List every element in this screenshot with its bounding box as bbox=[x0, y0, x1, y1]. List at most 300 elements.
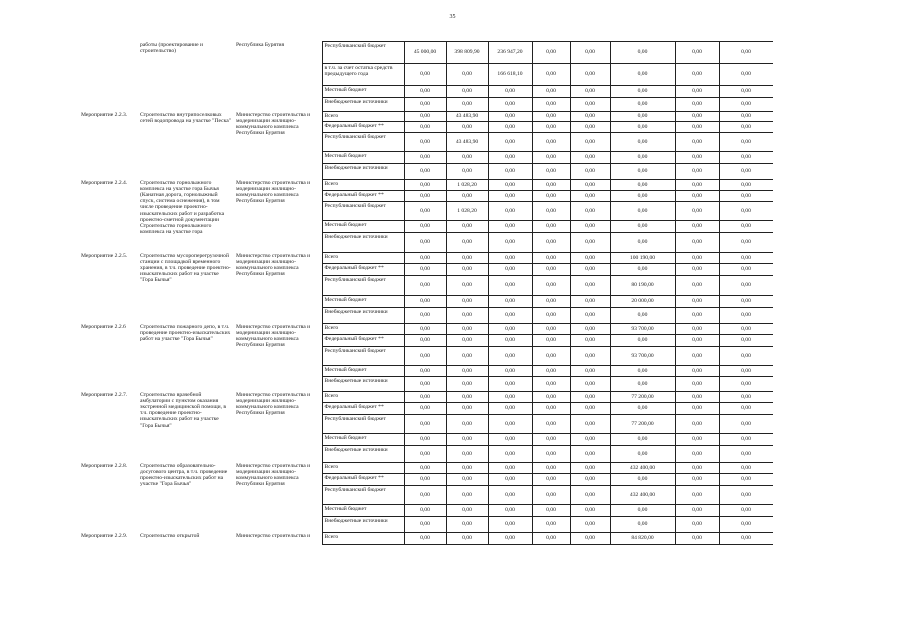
amount-cell: 0,00 bbox=[719, 324, 773, 335]
amount-cell: 0,00 bbox=[446, 463, 488, 474]
amount-cell: 0,00 bbox=[719, 122, 773, 133]
amount-cell: 0,00 bbox=[446, 191, 488, 202]
amount-cell: 0,00 bbox=[719, 180, 773, 191]
amount-cell: 0,00 bbox=[404, 347, 446, 366]
amount-cell: 0,00 bbox=[532, 191, 570, 202]
amount-cell: 0,00 bbox=[570, 463, 610, 474]
amount-cell: 0,00 bbox=[675, 517, 719, 533]
amount-cell: 77 200,00 bbox=[610, 392, 675, 403]
amount-cell: 0,00 bbox=[488, 202, 532, 221]
amount-cell: 0,00 bbox=[488, 264, 532, 276]
page-number: 35 bbox=[449, 14, 456, 20]
amount-cell: 0,00 bbox=[570, 221, 610, 233]
amount-cell: 0,00 bbox=[404, 86, 446, 98]
amount-cell: 0,00 bbox=[570, 112, 610, 122]
table-row bbox=[79, 112, 773, 122]
event-cell bbox=[79, 180, 138, 253]
amount-cell: 0,00 bbox=[675, 180, 719, 191]
amount-cell: 0,00 bbox=[675, 64, 719, 86]
amount-cell: 0,00 bbox=[446, 366, 488, 377]
event-number: Мероприятие 2.2.7. bbox=[81, 391, 128, 398]
amount-cell: 0,00 bbox=[719, 296, 773, 308]
table-row bbox=[79, 180, 773, 191]
event-name: работы (проектирование и строительство) bbox=[140, 41, 204, 54]
amount-cell: 0,00 bbox=[488, 133, 532, 152]
amount-cell: 0,00 bbox=[532, 308, 570, 324]
amount-cell: 0,00 bbox=[488, 377, 532, 392]
amount-cell: 0,00 bbox=[570, 64, 610, 86]
funding-source: Всего bbox=[322, 392, 404, 403]
executor: Министерство строительства и модернизации жилищно-коммунального комплекса Республики Бурятия bbox=[236, 462, 311, 488]
amount-cell: 0,00 bbox=[532, 152, 570, 164]
amount-cell: 0,00 bbox=[675, 264, 719, 276]
amount-cell: 0,00 bbox=[446, 221, 488, 233]
amount-cell: 0,00 bbox=[532, 233, 570, 253]
amount-cell: 0,00 bbox=[570, 202, 610, 221]
amount-cell: 0,00 bbox=[488, 505, 532, 517]
amount-cell: 0,00 bbox=[404, 133, 446, 152]
amount-cell: 0,00 bbox=[488, 98, 532, 112]
amount-cell: 0,00 bbox=[675, 474, 719, 486]
event-cell bbox=[79, 324, 138, 392]
amount-cell: 0,00 bbox=[532, 180, 570, 191]
amount-cell: 0,00 bbox=[570, 152, 610, 164]
amount-cell: 0,00 bbox=[532, 264, 570, 276]
amount-cell: 0,00 bbox=[532, 253, 570, 264]
amount-cell: 0,00 bbox=[446, 403, 488, 415]
funding-source: Всего bbox=[322, 180, 404, 191]
amount-cell: 0,00 bbox=[719, 253, 773, 264]
amount-cell: 0,00 bbox=[488, 191, 532, 202]
amount-cell: 0,00 bbox=[404, 98, 446, 112]
exec-cell bbox=[234, 253, 322, 324]
funding-source: Всего bbox=[322, 253, 404, 264]
amount-cell: 0,00 bbox=[610, 308, 675, 324]
amount-cell: 0,00 bbox=[446, 122, 488, 133]
amount-cell: 0,00 bbox=[675, 122, 719, 133]
amount-cell: 0,00 bbox=[404, 335, 446, 347]
amount-cell: 0,00 bbox=[532, 64, 570, 86]
amount-cell: 0,00 bbox=[532, 533, 570, 545]
amount-cell: 0,00 bbox=[675, 415, 719, 434]
funding-source: Республиканский бюджет bbox=[322, 133, 404, 152]
amount-cell: 0,00 bbox=[488, 415, 532, 434]
amount-cell: 100 190,00 bbox=[610, 253, 675, 264]
amount-cell: 0,00 bbox=[488, 122, 532, 133]
funding-source: Республиканский бюджет bbox=[322, 347, 404, 366]
funding-source: Федеральный бюджет ** bbox=[322, 403, 404, 415]
amount-cell: 0,00 bbox=[404, 253, 446, 264]
amount-cell: 0,00 bbox=[532, 42, 570, 64]
amount-cell: 0,00 bbox=[675, 308, 719, 324]
amount-cell: 0,00 bbox=[532, 486, 570, 505]
amount-cell: 0,00 bbox=[488, 517, 532, 533]
event-cell bbox=[79, 42, 138, 112]
amount-cell: 0,00 bbox=[446, 533, 488, 545]
amount-cell: 0,00 bbox=[570, 486, 610, 505]
amount-cell: 0,00 bbox=[719, 164, 773, 180]
amount-cell: 0,00 bbox=[675, 366, 719, 377]
amount-cell: 0,00 bbox=[719, 221, 773, 233]
amount-cell: 398 809,90 bbox=[446, 42, 488, 64]
exec-cell bbox=[234, 463, 322, 533]
amount-cell: 0,00 bbox=[446, 434, 488, 446]
name-cell bbox=[138, 180, 234, 253]
event-name: Строительство мусороперегрузочной станции с площадкой временного хранения, в т.ч. проведение проектно-изыскательских работ на участке "Гора Бычья" bbox=[140, 252, 231, 284]
amount-cell: 0,00 bbox=[570, 403, 610, 415]
amount-cell: 0,00 bbox=[404, 276, 446, 296]
amount-cell: 0,00 bbox=[719, 446, 773, 463]
table-row bbox=[79, 324, 773, 335]
amount-cell: 0,00 bbox=[570, 415, 610, 434]
amount-cell: 0,00 bbox=[404, 64, 446, 86]
amount-cell: 0,00 bbox=[719, 505, 773, 517]
amount-cell: 0,00 bbox=[570, 133, 610, 152]
amount-cell: 43 483,90 bbox=[446, 133, 488, 152]
amount-cell: 0,00 bbox=[532, 434, 570, 446]
amount-cell: 0,00 bbox=[610, 366, 675, 377]
amount-cell: 0,00 bbox=[570, 86, 610, 98]
amount-cell: 0,00 bbox=[488, 533, 532, 545]
amount-cell: 0,00 bbox=[675, 446, 719, 463]
amount-cell: 0,00 bbox=[532, 296, 570, 308]
amount-cell: 0,00 bbox=[488, 324, 532, 335]
funding-source: Внебюджетные источники bbox=[322, 98, 404, 112]
amount-cell: 0,00 bbox=[719, 202, 773, 221]
amount-cell: 0,00 bbox=[488, 221, 532, 233]
amount-cell: 0,00 bbox=[570, 296, 610, 308]
amount-cell: 0,00 bbox=[675, 296, 719, 308]
event-name: Строительство открытой bbox=[140, 532, 200, 539]
executor: Министерство строительства и модернизации жилищно-коммунального комплекса Республики Бурятия bbox=[236, 179, 311, 205]
amount-cell: 0,00 bbox=[675, 377, 719, 392]
amount-cell: 0,00 bbox=[404, 366, 446, 377]
funding-source: Республиканский бюджет bbox=[322, 276, 404, 296]
amount-cell: 0,00 bbox=[488, 233, 532, 253]
funding-source: Всего bbox=[322, 533, 404, 545]
amount-cell: 0,00 bbox=[610, 335, 675, 347]
amount-cell: 0,00 bbox=[404, 486, 446, 505]
amount-cell: 0,00 bbox=[532, 347, 570, 366]
amount-cell: 93 700,00 bbox=[610, 347, 675, 366]
event-name: Строительство пожарного депо, в т.ч. проведение проектно-изыскательских работ на участке "Гора Бычья" bbox=[140, 323, 231, 342]
amount-cell: 0,00 bbox=[532, 505, 570, 517]
amount-cell: 0,00 bbox=[446, 98, 488, 112]
funding-source: Местный бюджет bbox=[322, 366, 404, 377]
event-number: Мероприятие 2.2.9. bbox=[81, 532, 128, 539]
amount-cell: 0,00 bbox=[570, 42, 610, 64]
amount-cell: 0,00 bbox=[610, 434, 675, 446]
amount-cell: 0,00 bbox=[532, 276, 570, 296]
amount-cell: 0,00 bbox=[675, 42, 719, 64]
amount-cell: 0,00 bbox=[532, 446, 570, 463]
amount-cell: 0,00 bbox=[719, 366, 773, 377]
funding-source: Местный бюджет bbox=[322, 152, 404, 164]
amount-cell: 0,00 bbox=[570, 253, 610, 264]
event-name: Строительство внутрипоселковых сетей водопровода на участке "Песка" bbox=[140, 111, 231, 124]
amount-cell: 0,00 bbox=[675, 164, 719, 180]
amount-cell: 0,00 bbox=[488, 86, 532, 98]
amount-cell: 0,00 bbox=[532, 202, 570, 221]
amount-cell: 0,00 bbox=[488, 152, 532, 164]
amount-cell: 0,00 bbox=[488, 392, 532, 403]
event-number: Мероприятие 2.2.6 bbox=[81, 323, 126, 330]
amount-cell: 0,00 bbox=[719, 347, 773, 366]
funding-source: Республиканский бюджет bbox=[322, 486, 404, 505]
amount-cell: 0,00 bbox=[532, 463, 570, 474]
amount-cell: 0,00 bbox=[446, 308, 488, 324]
amount-cell: 0,00 bbox=[446, 486, 488, 505]
amount-cell: 0,00 bbox=[675, 98, 719, 112]
amount-cell: 0,00 bbox=[446, 335, 488, 347]
amount-cell: 0,00 bbox=[404, 112, 446, 122]
amount-cell: 0,00 bbox=[488, 474, 532, 486]
amount-cell: 0,00 bbox=[446, 296, 488, 308]
event-cell bbox=[79, 253, 138, 324]
exec-cell bbox=[234, 533, 322, 545]
amount-cell: 0,00 bbox=[532, 403, 570, 415]
amount-cell: 0,00 bbox=[446, 377, 488, 392]
amount-cell: 43 483,90 bbox=[446, 112, 488, 122]
funding-source: Федеральный бюджет ** bbox=[322, 191, 404, 202]
funding-source: Федеральный бюджет ** bbox=[322, 122, 404, 133]
amount-cell: 0,00 bbox=[570, 98, 610, 112]
amount-cell: 0,00 bbox=[610, 221, 675, 233]
executor: Министерство строительства и bbox=[236, 532, 311, 539]
budget-table-sheet bbox=[79, 41, 773, 565]
amount-cell: 0,00 bbox=[719, 377, 773, 392]
amount-cell: 0,00 bbox=[570, 233, 610, 253]
amount-cell: 0,00 bbox=[610, 180, 675, 191]
amount-cell: 0,00 bbox=[488, 112, 532, 122]
amount-cell: 0,00 bbox=[446, 164, 488, 180]
executor: Министерство строительства и модернизации жилищно-коммунального комплекса Республики Бурятия bbox=[236, 111, 311, 137]
amount-cell: 0,00 bbox=[488, 253, 532, 264]
amount-cell: 0,00 bbox=[404, 403, 446, 415]
amount-cell: 0,00 bbox=[610, 98, 675, 112]
amount-cell: 0,00 bbox=[719, 415, 773, 434]
amount-cell: 0,00 bbox=[404, 324, 446, 335]
amount-cell: 0,00 bbox=[532, 392, 570, 403]
amount-cell: 0,00 bbox=[719, 152, 773, 164]
amount-cell: 0,00 bbox=[570, 474, 610, 486]
amount-cell: 0,00 bbox=[719, 533, 773, 545]
amount-cell: 0,00 bbox=[675, 221, 719, 233]
amount-cell: 0,00 bbox=[719, 392, 773, 403]
amount-cell: 0,00 bbox=[532, 517, 570, 533]
amount-cell: 432 400,00 bbox=[610, 463, 675, 474]
amount-cell: 0,00 bbox=[446, 392, 488, 403]
amount-cell: 0,00 bbox=[719, 42, 773, 64]
amount-cell: 0,00 bbox=[719, 264, 773, 276]
amount-cell: 0,00 bbox=[719, 98, 773, 112]
amount-cell: 0,00 bbox=[570, 324, 610, 335]
amount-cell: 0,00 bbox=[570, 505, 610, 517]
amount-cell: 0,00 bbox=[446, 446, 488, 463]
amount-cell: 0,00 bbox=[610, 517, 675, 533]
funding-source: Внебюджетные источники bbox=[322, 446, 404, 463]
amount-cell: 0,00 bbox=[570, 377, 610, 392]
amount-cell: 0,00 bbox=[570, 180, 610, 191]
table-row bbox=[79, 392, 773, 403]
amount-cell: 0,00 bbox=[488, 164, 532, 180]
amount-cell: 0,00 bbox=[610, 446, 675, 463]
exec-cell bbox=[234, 42, 322, 112]
table-row bbox=[79, 42, 773, 64]
amount-cell: 0,00 bbox=[675, 486, 719, 505]
amount-cell: 0,00 bbox=[610, 264, 675, 276]
name-cell bbox=[138, 112, 234, 180]
amount-cell: 0,00 bbox=[404, 505, 446, 517]
name-cell bbox=[138, 392, 234, 463]
amount-cell: 0,00 bbox=[675, 86, 719, 98]
amount-cell: 0,00 bbox=[488, 180, 532, 191]
amount-cell: 0,00 bbox=[404, 446, 446, 463]
amount-cell: 0,00 bbox=[719, 64, 773, 86]
amount-cell: 0,00 bbox=[532, 366, 570, 377]
amount-cell: 0,00 bbox=[488, 434, 532, 446]
amount-cell: 84 820,00 bbox=[610, 533, 675, 545]
amount-cell: 0,00 bbox=[446, 276, 488, 296]
funding-source: Республиканский бюджет bbox=[322, 415, 404, 434]
funding-source: Внебюджетные источники bbox=[322, 517, 404, 533]
name-cell bbox=[138, 324, 234, 392]
amount-cell: 0,00 bbox=[570, 347, 610, 366]
amount-cell: 45 000,00 bbox=[404, 42, 446, 64]
amount-cell: 0,00 bbox=[675, 392, 719, 403]
amount-cell: 0,00 bbox=[404, 191, 446, 202]
funding-source: Внебюджетные источники bbox=[322, 308, 404, 324]
funding-source: Всего bbox=[322, 112, 404, 122]
executor: Министерство строительства и модернизации жилищно-коммунального комплекса Республики Бурятия bbox=[236, 252, 311, 278]
amount-cell: 0,00 bbox=[488, 308, 532, 324]
table-row bbox=[79, 253, 773, 264]
amount-cell: 0,00 bbox=[675, 276, 719, 296]
amount-cell: 0,00 bbox=[404, 434, 446, 446]
amount-cell: 0,00 bbox=[570, 366, 610, 377]
amount-cell: 432 400,00 bbox=[610, 486, 675, 505]
amount-cell: 0,00 bbox=[610, 505, 675, 517]
amount-cell: 0,00 bbox=[610, 164, 675, 180]
amount-cell: 0,00 bbox=[488, 446, 532, 463]
amount-cell: 0,00 bbox=[675, 533, 719, 545]
amount-cell: 0,00 bbox=[404, 152, 446, 164]
amount-cell: 0,00 bbox=[446, 474, 488, 486]
amount-cell: 0,00 bbox=[404, 122, 446, 133]
amount-cell: 0,00 bbox=[404, 180, 446, 191]
amount-cell: 1 028,20 bbox=[446, 180, 488, 191]
amount-cell: 0,00 bbox=[446, 347, 488, 366]
amount-cell: 0,00 bbox=[570, 191, 610, 202]
executor: Республика Бурятия bbox=[236, 41, 285, 48]
funding-source: Местный бюджет bbox=[322, 86, 404, 98]
amount-cell: 0,00 bbox=[610, 403, 675, 415]
funding-source: Республиканский бюджет bbox=[322, 202, 404, 221]
amount-cell: 0,00 bbox=[675, 505, 719, 517]
amount-cell: 0,00 bbox=[532, 164, 570, 180]
funding-source: в т.ч. за счет остатка средств предыдущего года bbox=[322, 64, 404, 86]
amount-cell: 0,00 bbox=[488, 296, 532, 308]
amount-cell: 0,00 bbox=[719, 486, 773, 505]
amount-cell: 0,00 bbox=[404, 296, 446, 308]
amount-cell: 0,00 bbox=[719, 86, 773, 98]
amount-cell: 0,00 bbox=[404, 517, 446, 533]
amount-cell: 0,00 bbox=[570, 517, 610, 533]
table-row bbox=[79, 463, 773, 474]
funding-source: Республиканский бюджет bbox=[322, 42, 404, 64]
amount-cell: 0,00 bbox=[404, 392, 446, 403]
amount-cell: 0,00 bbox=[675, 403, 719, 415]
amount-cell: 0,00 bbox=[675, 463, 719, 474]
amount-cell: 0,00 bbox=[675, 335, 719, 347]
amount-cell: 0,00 bbox=[610, 233, 675, 253]
amount-cell: 0,00 bbox=[446, 253, 488, 264]
amount-cell: 0,00 bbox=[488, 403, 532, 415]
amount-cell: 236 947,20 bbox=[488, 42, 532, 64]
event-cell bbox=[79, 533, 138, 545]
amount-cell: 0,00 bbox=[570, 264, 610, 276]
funding-source: Местный бюджет bbox=[322, 434, 404, 446]
event-cell bbox=[79, 463, 138, 533]
amount-cell: 0,00 bbox=[532, 112, 570, 122]
amount-cell: 0,00 bbox=[404, 308, 446, 324]
amount-cell: 0,00 bbox=[404, 233, 446, 253]
event-number: Мероприятие 2.2.5. bbox=[81, 252, 128, 259]
amount-cell: 0,00 bbox=[446, 264, 488, 276]
amount-cell: 0,00 bbox=[446, 505, 488, 517]
amount-cell: 0,00 bbox=[675, 152, 719, 164]
amount-cell: 0,00 bbox=[404, 264, 446, 276]
amount-cell: 0,00 bbox=[404, 221, 446, 233]
amount-cell: 80 190,00 bbox=[610, 276, 675, 296]
amount-cell: 0,00 bbox=[570, 164, 610, 180]
funding-source: Местный бюджет bbox=[322, 296, 404, 308]
amount-cell: 0,00 bbox=[532, 86, 570, 98]
amount-cell: 0,00 bbox=[404, 474, 446, 486]
amount-cell: 0,00 bbox=[570, 533, 610, 545]
funding-source: Внебюджетные источники bbox=[322, 233, 404, 253]
amount-cell: 0,00 bbox=[446, 517, 488, 533]
funding-source: Местный бюджет bbox=[322, 221, 404, 233]
amount-cell: 0,00 bbox=[532, 221, 570, 233]
amount-cell: 0,00 bbox=[570, 276, 610, 296]
exec-cell bbox=[234, 392, 322, 463]
amount-cell: 0,00 bbox=[532, 133, 570, 152]
amount-cell: 0,00 bbox=[719, 403, 773, 415]
amount-cell: 0,00 bbox=[532, 335, 570, 347]
funding-source: Местный бюджет bbox=[322, 505, 404, 517]
amount-cell: 0,00 bbox=[719, 517, 773, 533]
amount-cell: 0,00 bbox=[719, 112, 773, 122]
event-name: Строительство горнолыжного комплекса на участке гора Бычья (Канатная дорога, горнолыжный спуск, система оснежения), в том числе проведение проектно-изыскательских работ и разработка проектно-сметной документации Строительство горнолыжного комплекса на участке гора bbox=[140, 179, 225, 236]
event-number: Мероприятие 2.2.3. bbox=[81, 111, 128, 118]
amount-cell: 0,00 bbox=[610, 152, 675, 164]
amount-cell: 0,00 bbox=[446, 152, 488, 164]
amount-cell: 0,00 bbox=[610, 122, 675, 133]
amount-cell: 0,00 bbox=[404, 202, 446, 221]
amount-cell: 0,00 bbox=[719, 133, 773, 152]
amount-cell: 0,00 bbox=[446, 64, 488, 86]
event-name: Строительство врачебной амбулатории с пунктом оказания экстренной медицинской помощи, в т.ч. проведение проектно-изыскательских работ на участке "Гора Бычья" bbox=[140, 391, 227, 429]
amount-cell: 0,00 bbox=[570, 122, 610, 133]
amount-cell: 0,00 bbox=[404, 533, 446, 545]
amount-cell: 93 700,00 bbox=[610, 324, 675, 335]
budget-table bbox=[79, 41, 773, 545]
amount-cell: 0,00 bbox=[532, 122, 570, 133]
amount-cell: 0,00 bbox=[446, 233, 488, 253]
amount-cell: 0,00 bbox=[610, 42, 675, 64]
amount-cell: 166 618,10 bbox=[488, 64, 532, 86]
